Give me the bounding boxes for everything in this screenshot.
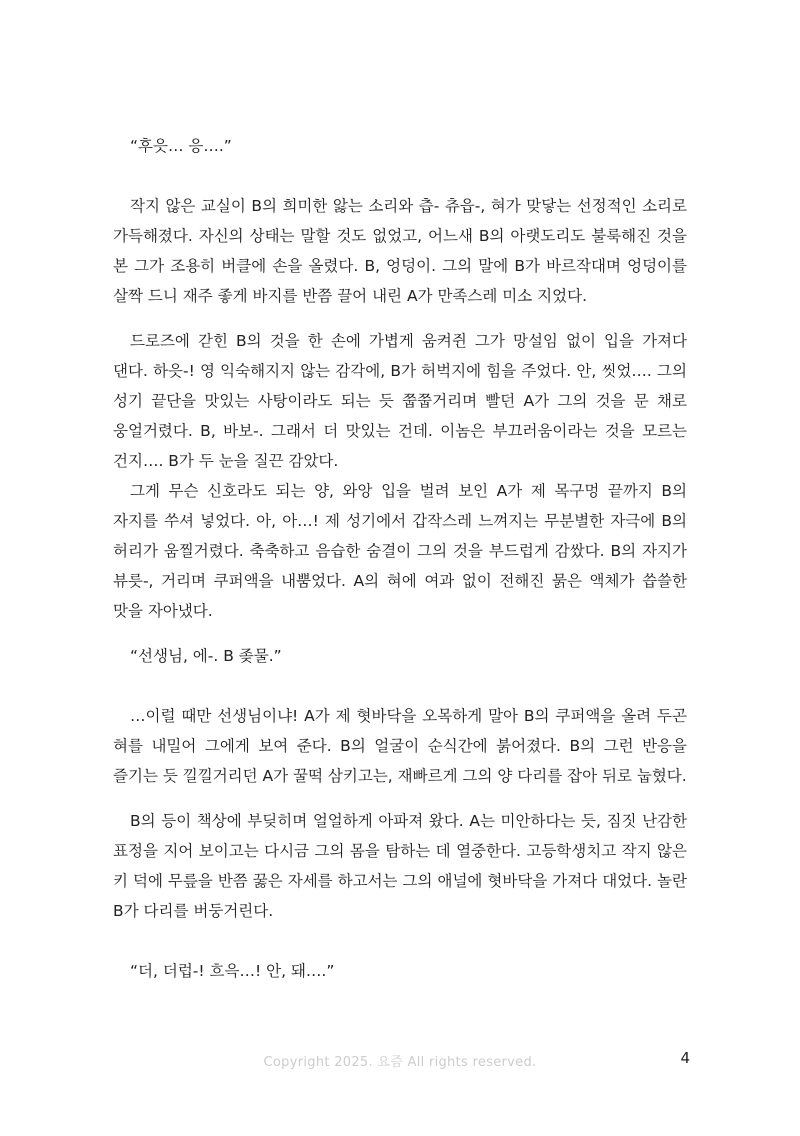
- body-paragraph: …이럴 때만 선생님이냐! A가 제 혓바닥을 오목하게 말아 B의 쿠퍼액을 올려 두곤 혀를 내밀어 그에게 보여 준다. B의 얼굴이 순식간에 붉어졌다. B의 그런 반응을 즐기는 듯 낄낄거리던 A가 꿀떡 삼키고는, 재빠르게 그의 양 다리를 잡아 뒤로 눕혔다.: [113, 707, 687, 785]
- body-paragraph: B의 등이 책상에 부딪히며 얼얼하게 아파져 왔다. A는 미안하다는 듯, 짐짓 난감한 표정을 지어 보이고는 다시금 그의 몸을 탐하는 데 열중한다. 고등학생치고 작지 않은 키 덕에 무릎을 반쯤 꿇은 자세를 하고서는 그의 애널에 혓바닥을 가져다 대었다. 놀란 B가 다리를 버둥거린다.: [113, 812, 687, 920]
- page-number: 4: [680, 1049, 690, 1067]
- body-paragraph: 작지 않은 교실이 B의 희미한 앓는 소리와 츱- 츄읍-, 혀가 맞닿는 선정적인 소리로 가득해졌다. 자신의 상태는 말할 것도 없었고, 어느새 B의 아랫도리도 불룩해진 것을 본 그가 조용히 버클에 손을 올렸다. B, 엉덩이. 그의 말에 B가 바르작대며 엉덩이를 살짝 드니 재주 좋게 바지를 반쯤 끌어 내린 A가 만족스레 미소 지었다.: [113, 197, 687, 305]
- dialogue-line: “후읏… 응….”: [130, 137, 232, 155]
- body-paragraph: 그게 무슨 신호라도 되는 양, 와앙 입을 벌려 보인 A가 제 목구멍 끝까지 B의 자지를 쑤셔 넣었다. 아, 아…! 제 성기에서 갑작스레 느껴지는 무분별한 자극에 B의 허리가 움찔거렸다. 축축하고 음습한 숨결이 그의 것을 부드럽게 감쌌다. B의 자지가 뷰릇-, 거리며 쿠퍼액을 내뿜었다. A의 혀에 여과 없이 전해진 묽은 액체가 씁쓸한 맛을 자아냈다.: [113, 482, 687, 620]
- copyright-notice: Copyright 2025. 요즘 All rights reserved.: [263, 1055, 537, 1070]
- dialogue-line: “더, 더럽-! 흐윽…! 안, 돼….”: [130, 962, 335, 980]
- body-paragraph: 드로즈에 갇힌 B의 것을 한 손에 가볍게 움켜쥔 그가 망설임 없이 입을 가져다 댄다. 하읏-! 영 익숙해지지 않는 감각에, B가 허벅지에 힘을 주었다. 안, 씻었…. 그의 성기 끝단을 맛있는 사탕이라도 되는 듯 쭙쭙거리며 빨던 A가 그의 것을 문 채로 웅얼거렸다. B, 바보-. 그래서 더 맛있는 건데. 이놈은 부끄러움이라는 것을 모르는 건지…. B가 두 눈을 질끈 감았다.: [113, 332, 687, 470]
- dialogue-line: “선생님, 에-. B 좆물.”: [130, 647, 282, 665]
